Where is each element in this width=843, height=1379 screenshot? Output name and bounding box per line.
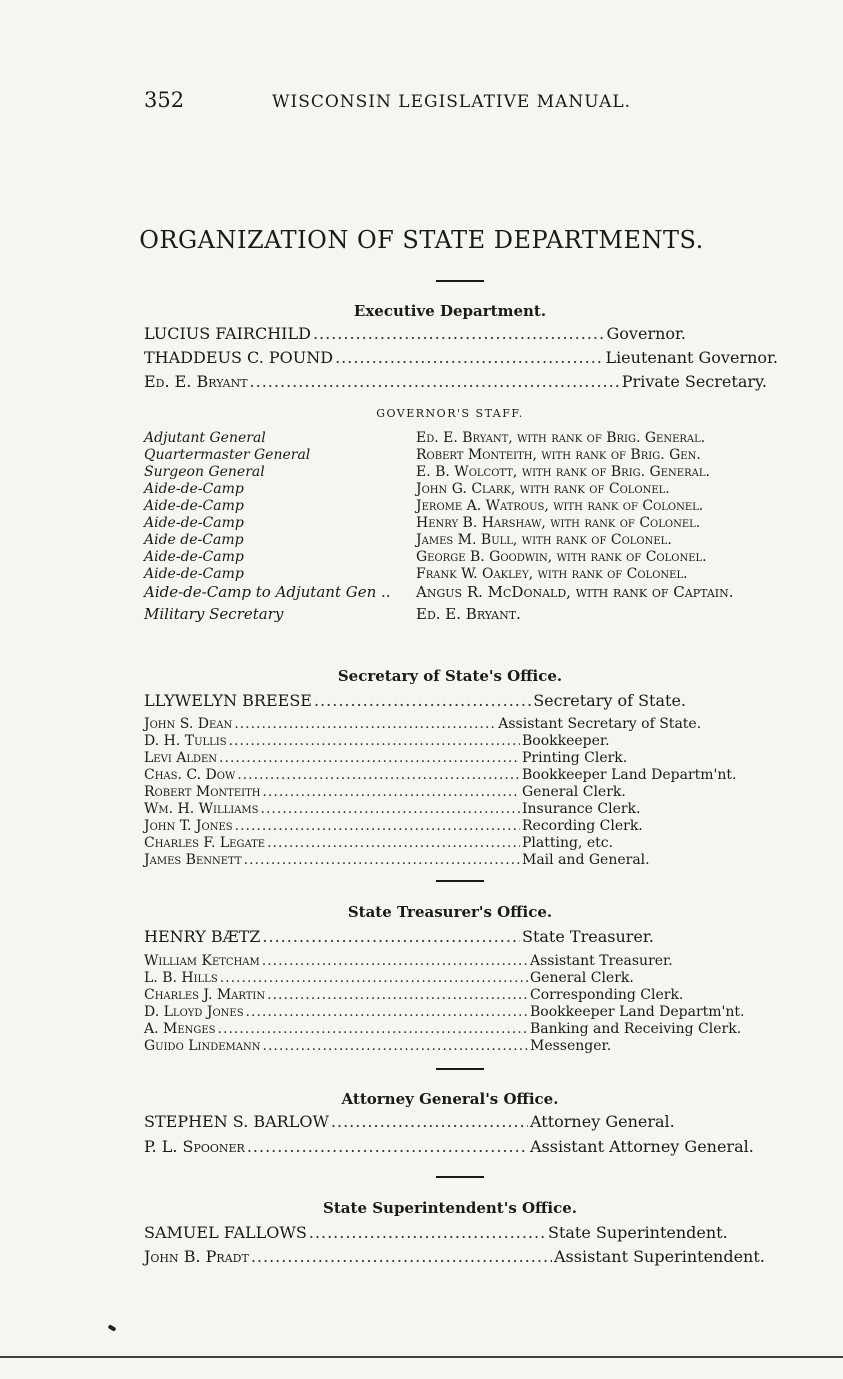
staff-holder: Frank W. Oakley, with rank of Colonel.	[416, 566, 688, 582]
attorney-heading: Attorney General's Office.	[341, 1090, 559, 1108]
staff-office: Aide-de-Camp to Adjutant Gen ..	[144, 583, 391, 601]
staff-name-text: Charles F. Legate	[144, 835, 266, 851]
staff-name: John S. Dean	[144, 716, 233, 732]
leader-dots	[262, 784, 520, 801]
leader-dots	[218, 1021, 528, 1038]
staff-name-text: P. L. Spooner	[144, 1137, 245, 1156]
staff-row	[144, 970, 776, 987]
officer-title: Lieutenant Governor.	[605, 348, 778, 367]
staff-row	[144, 1038, 776, 1055]
leader-dots	[246, 1004, 528, 1021]
staff-name	[144, 835, 522, 852]
staff-name-text: D. Lloyd Jones	[144, 1004, 244, 1020]
leader-dots	[235, 818, 520, 835]
staff-title: Platting, etc.	[522, 835, 614, 851]
staff-holder: Ed. E. Bryant.	[416, 605, 521, 623]
staff-name	[144, 1136, 530, 1158]
page-edge	[0, 1356, 843, 1358]
staff-holder: Robert Monteith, with rank of Brig. Gen.	[416, 447, 701, 463]
staff-row	[144, 953, 776, 970]
staff-title: Banking and Receiving Clerk.	[530, 1021, 742, 1037]
staff-office: Aide de-Camp	[144, 532, 244, 548]
staff-row	[144, 733, 776, 750]
staff-holder: James M. Bull, with rank of Colonel.	[416, 532, 672, 548]
staff-name-text: Charles J. Martin	[144, 987, 266, 1003]
officer-row	[144, 371, 767, 393]
staff-row	[144, 464, 776, 481]
page-number: 352	[144, 88, 185, 112]
officer-title: Secretary of State.	[533, 691, 686, 710]
staff-office: Aide-de-Camp	[144, 549, 244, 565]
ink-mark	[108, 1324, 117, 1331]
staff-name	[144, 970, 530, 987]
officer-name-text: SAMUEL FALLOWS	[144, 1223, 307, 1242]
staff-name	[144, 818, 522, 835]
officer-name	[144, 926, 522, 948]
staff-title: General Clerk.	[530, 970, 634, 986]
page-title: ORGANIZATION OF STATE DEPARTMENTS.	[139, 226, 704, 254]
officer-row	[144, 690, 686, 712]
staff-name	[144, 1004, 530, 1021]
executive-heading: Executive Department.	[353, 302, 547, 320]
staff-row	[144, 447, 776, 464]
officer-name: THADDEUS C. POUND	[144, 348, 334, 367]
staff-title: Printing Clerk.	[522, 750, 628, 766]
staff-title: Corresponding Clerk.	[530, 987, 684, 1003]
staff-name-text: John B. Pradt	[144, 1247, 249, 1266]
staff-name	[144, 733, 522, 750]
staff-title: Bookkeeper Land Departm'nt.	[522, 767, 737, 783]
staff-row	[144, 515, 776, 532]
staff-title: Messenger.	[530, 1038, 612, 1054]
staff-office: Aide-de-Camp	[144, 498, 244, 514]
officer-row	[144, 347, 778, 369]
staff-row	[144, 532, 776, 549]
staff-holder: John G. Clark, with rank of Colonel.	[416, 481, 670, 497]
staff-row	[144, 852, 776, 869]
staff-row	[144, 1021, 784, 1038]
staff-holder: Angus R. McDonald, with rank of Captain.	[416, 583, 734, 601]
staff-row	[144, 430, 776, 447]
staff-title: Assistant Superintendent.	[554, 1247, 765, 1266]
staff-office: Quartermaster General	[144, 447, 311, 463]
staff-holder: Jerome A. Watrous, with rank of Colonel.	[416, 498, 704, 514]
staff-name	[144, 1246, 554, 1268]
officer-row	[144, 1222, 766, 1244]
officer-row	[144, 926, 674, 948]
officer-name	[144, 1222, 548, 1244]
treasurer-heading: State Treasurer's Office.	[347, 903, 553, 921]
staff-name-text: A. Menges	[144, 1021, 216, 1037]
staff-name-text: Robert Monteith	[144, 784, 261, 800]
staff-row	[144, 603, 776, 625]
staff-holder: Henry B. Harshaw, with rank of Colonel.	[416, 515, 701, 531]
staff-name	[144, 1038, 530, 1055]
staff-name	[144, 784, 522, 801]
leader-dots	[313, 323, 605, 345]
staff-holder: Ed. E. Bryant, with rank of Brig. General.	[416, 430, 706, 446]
staff-title: Assistant Treasurer.	[530, 953, 673, 969]
staff-name-text: William Ketcham	[144, 953, 260, 969]
staff-name	[144, 852, 522, 869]
staff-name	[144, 953, 530, 970]
officer-name: LLYWELYN BREESE	[144, 691, 312, 710]
secretary-heading: Secretary of State's Office.	[337, 667, 563, 685]
staff-row	[144, 835, 776, 852]
staff-title: Assistant Attorney General.	[530, 1137, 754, 1156]
staff-title: Insurance Clerk.	[522, 801, 641, 817]
staff-row	[144, 549, 776, 566]
staff-row	[144, 801, 776, 818]
staff-office: Aide-de-Camp	[144, 515, 244, 531]
section-divider	[436, 1068, 484, 1070]
staff-row	[144, 481, 776, 498]
leader-dots	[219, 750, 520, 767]
staff-office: Aide-de-Camp	[144, 566, 244, 582]
running-head: WISCONSIN LEGISLATIVE MANUAL.	[272, 92, 632, 112]
staff-name-text: James Bennett	[144, 852, 242, 868]
staff-name-text: Wm. H. Williams	[144, 801, 259, 817]
staff-name-text: John T. Jones	[144, 818, 233, 834]
staff-name-text: D. H. Tullis	[144, 733, 227, 749]
leader-dots	[244, 852, 520, 869]
leader-dots	[250, 371, 620, 393]
staff-name	[144, 801, 522, 818]
staff-row	[144, 1246, 774, 1268]
staff-row	[144, 1136, 776, 1158]
officer-title: Governor.	[606, 324, 686, 343]
leader-dots	[262, 926, 520, 948]
leader-dots	[262, 953, 528, 970]
officer-name: Ed. E. Bryant	[144, 372, 248, 391]
leader-dots	[247, 1136, 528, 1158]
staff-holder: George B. Goodwin, with rank of Colonel.	[416, 549, 707, 565]
officer-name	[144, 1111, 530, 1133]
staff-row	[144, 818, 776, 835]
leader-dots	[237, 767, 520, 784]
section-divider	[436, 880, 484, 882]
leader-dots	[309, 1222, 546, 1244]
officer-row	[144, 323, 686, 345]
staff-name	[144, 987, 530, 1004]
staff-row	[144, 716, 776, 733]
leader-dots	[267, 835, 520, 852]
staff-row	[144, 987, 776, 1004]
section-divider	[436, 1176, 484, 1178]
officer-title: State Treasurer.	[522, 927, 654, 946]
leader-dots	[331, 1111, 528, 1133]
staff-name	[144, 767, 522, 784]
officer-name-text: STEPHEN S. BARLOW	[144, 1112, 329, 1131]
staff-name	[144, 1021, 530, 1038]
staff-heading: GOVERNOR'S STAFF.	[376, 407, 524, 420]
leader-dots	[267, 987, 528, 1004]
staff-title: General Clerk.	[522, 784, 626, 800]
staff-name-text: Chas. C. Dow	[144, 767, 236, 783]
staff-name	[144, 750, 522, 767]
page-header	[144, 88, 784, 118]
staff-title: Assistant Secretary of State.	[498, 716, 702, 732]
staff-row	[144, 581, 784, 603]
leader-dots	[220, 970, 528, 987]
staff-title: Bookkeeper Land Departm'nt.	[530, 1004, 745, 1020]
leader-dots	[314, 690, 531, 712]
officer-name: LUCIUS FAIRCHILD	[144, 324, 311, 343]
leader-dots	[251, 1246, 552, 1268]
staff-row	[144, 498, 776, 515]
staff-title: Bookkeeper.	[522, 733, 610, 749]
staff-holder: E. B. Wolcott, with rank of Brig. General.	[416, 464, 710, 480]
staff-row	[144, 1004, 784, 1021]
staff-row	[144, 767, 784, 784]
staff-name-text: Guido Lindemann	[144, 1038, 261, 1054]
staff-row	[144, 750, 776, 767]
staff-row	[144, 784, 776, 801]
staff-name-text: Levi Alden	[144, 750, 218, 766]
leader-dots	[234, 716, 496, 733]
superintendent-heading: State Superintendent's Office.	[323, 1199, 577, 1217]
officer-title: State Superintendent.	[548, 1223, 728, 1242]
staff-title: Recording Clerk.	[522, 818, 643, 834]
leader-dots	[229, 733, 520, 750]
leader-dots	[261, 801, 520, 818]
officer-name-text: HENRY BÆTZ	[144, 927, 261, 946]
staff-office: Adjutant General	[144, 430, 266, 446]
staff-office: Surgeon General	[144, 464, 265, 480]
officer-title: Private Secretary.	[621, 372, 767, 391]
staff-office: Military Secretary	[144, 605, 284, 623]
leader-dots	[335, 347, 603, 369]
staff-office: Aide-de-Camp	[144, 481, 244, 497]
staff-name-text: L. B. Hills	[144, 970, 218, 986]
staff-title: Mail and General.	[522, 852, 650, 868]
officer-title: Attorney General.	[530, 1112, 675, 1131]
officer-row	[144, 1111, 684, 1133]
section-divider	[436, 280, 484, 282]
leader-dots	[263, 1038, 528, 1055]
